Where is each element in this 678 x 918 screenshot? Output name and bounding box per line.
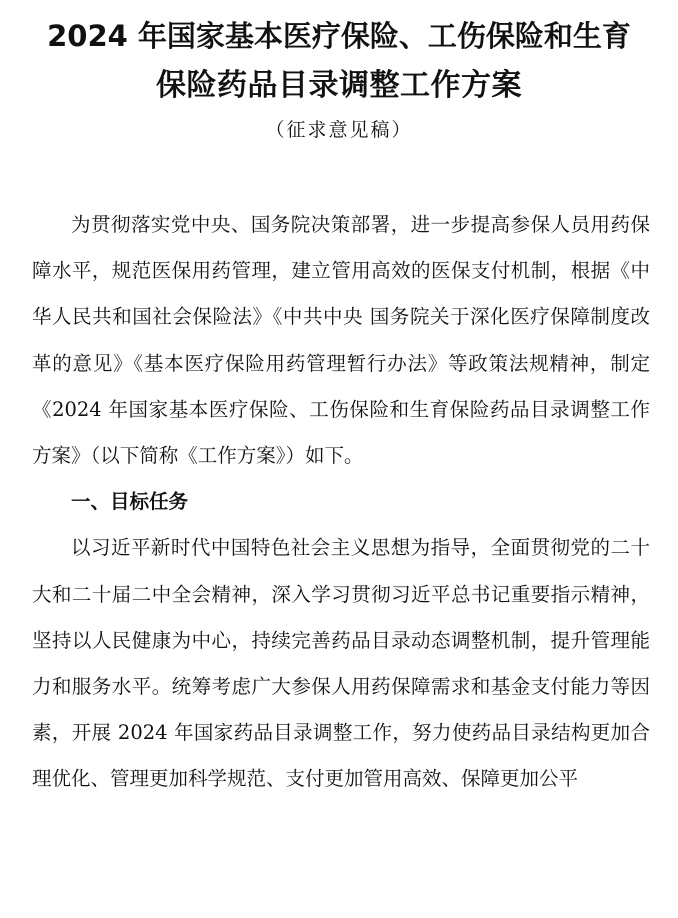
document-title-line-1: 2024 年国家基本医疗保险、工伤保险和生育 xyxy=(47,19,631,53)
document-subtitle: （征求意见稿） xyxy=(265,119,413,141)
section-paragraph: 以习近平新时代中国特色社会主义思想为指导，全面贯彻党的二十大和二十届二中全会精神，深入学习贯彻习近平总书记重要指示精神，坚持以人民健康为中心，持续完善药品目录动态调整机制，提升管理能力和服务水平。统筹考虑广大参保人用药保障需求和基金支付能力等因素，开展 2024 年国家药品目录调整工作，努力使药品目录结构更加合理优化、管理更加科学规范、支付更加管用高效、保障更加公平 xyxy=(32,536,650,791)
section-heading: 一、目标任务 xyxy=(71,490,189,514)
document-title-line-2: 保险药品目录调整工作方案 xyxy=(156,68,522,103)
document-body xyxy=(32,202,650,803)
intro-paragraph: 为贯彻落实党中央、国务院决策部署，进一步提高参保人员用药保障水平，规范医保用药管理，建立管用高效的医保支付机制，根据《中华人民共和国社会保险法》《中共中央 国务院关于深化医疗保障制度改革的意见》《基本医疗保险用药管理暂行办法》等政策法规精神，制定《2024 年国家基本医疗保险、工伤保险和生育保险药品目录调整工作方案》（以下简称《工作方案》）如下。 xyxy=(32,213,650,468)
